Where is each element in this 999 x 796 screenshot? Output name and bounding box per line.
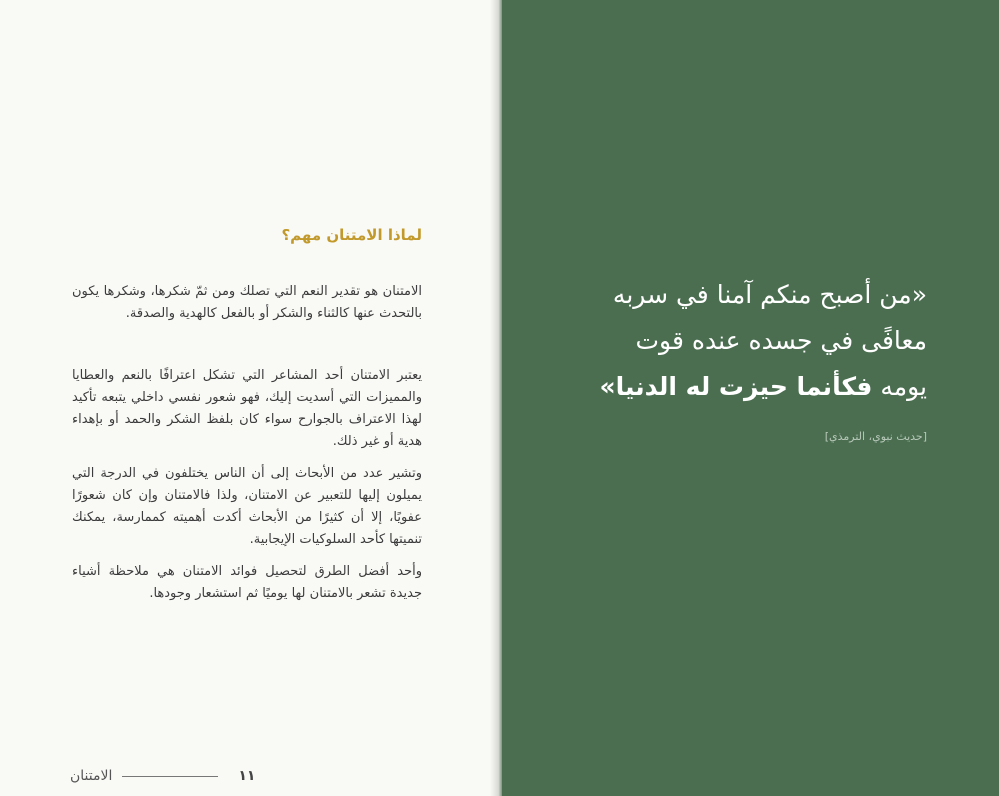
quote-line-3-text: يومه [880,372,927,401]
page-number: ١١ [238,768,256,784]
quote-source: [حديث نبوي، الترمذي] [824,430,927,443]
paragraph-1: الامتنان هو تقدير النعم التي تصلك ومن ثمّ شكرها، وشكرها يكون بالتحدث عنها كالثناء والشكر أو بالفعل كالهدية والصدقة. [72,284,422,321]
quote-line-1: «من أصبح منكم آمنا في سربه [612,280,927,309]
paragraph-2: يعتبر الامتنان أحد المشاعر التي تشكل اعترافًا بالنعم والعطايا والمميزات التي أسديت إليك، فهو شعور نفسي داخلي يتبعه تأكيد لهذا الاعتراف بالجوارح سواء كان بلفظ الشكر والحمد أو بإهداء هدية أو غير ذلك. [72,368,422,449]
hadith-quote [547,272,927,410]
right-page [502,0,999,796]
quote-line-2: معافًى في جسده عنده قوت [635,326,927,355]
paragraph-4: وأحد أفضل الطرق لتحصيل فوائد الامتنان هي ملاحظة أشياء جديدة تشعر بالامتنان لها يوميًا ثم استشعار وجودها. [72,564,422,601]
section-heading: لماذا الامتنان مهم؟ [281,226,422,244]
footer-rule [122,776,218,777]
page-footer [70,768,255,784]
running-title: الامتنان [70,768,113,784]
quote-line-3 [547,364,927,410]
paragraph-3: وتشير عدد من الأبحاث إلى أن الناس يختلفون في الدرجة التي يميلون إليها للتعبير عن الامتنان، ولذا فالامتنان وإن كان شعورًا عفويًا، إلا أن كثيرًا من الأبحاث أكدت أهميته كممارسة، يمكنك تنميتها كأحد السلوكيات الإيجابية. [72,466,422,547]
quote-emphasis: فكأنما حيزت له الدنيا» [599,372,873,401]
